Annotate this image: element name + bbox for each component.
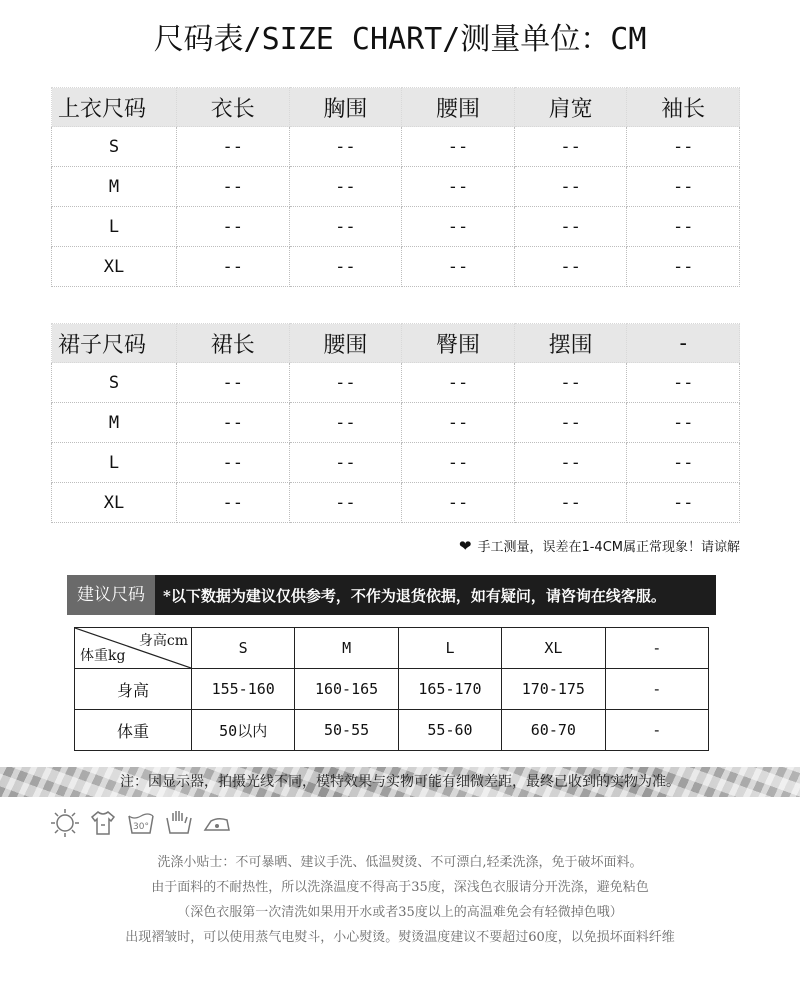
wash-30-icon	[126, 808, 156, 838]
value-cell: 50以内	[192, 710, 295, 751]
value-cell: --	[514, 207, 627, 247]
value-cell: --	[289, 483, 402, 523]
value-cell: --	[177, 207, 290, 247]
value-cell: --	[177, 247, 290, 287]
size-cell: L	[52, 443, 177, 483]
value-cell: --	[402, 167, 515, 207]
corner-cell	[75, 628, 192, 669]
header-cell: 臀围	[402, 324, 515, 363]
header-cell: 摆围	[514, 324, 627, 363]
skirt-size-table	[51, 323, 740, 523]
value-cell: --	[514, 363, 627, 403]
table-header-row	[52, 88, 740, 127]
value-cell: --	[402, 443, 515, 483]
care-icons	[50, 808, 232, 838]
value-cell: --	[627, 363, 740, 403]
value-cell: --	[514, 167, 627, 207]
value-cell: --	[289, 167, 402, 207]
value-cell: --	[514, 127, 627, 167]
value-cell: 55-60	[398, 710, 501, 751]
washing-tips	[0, 850, 800, 950]
table-header-row	[75, 628, 709, 669]
corner-weight-label: 体重kg	[80, 648, 126, 664]
header-cell: 裙子尺码	[52, 324, 177, 363]
row-label: 体重	[75, 710, 192, 751]
size-cell: XL	[52, 247, 177, 287]
value-cell: 165-170	[398, 669, 501, 710]
value-cell: --	[627, 403, 740, 443]
row-label: 身高	[75, 669, 192, 710]
size-header: L	[398, 628, 501, 669]
tip-line: 由于面料的不耐热性，所以洗涤温度不得高于35度，深浅色衣服请分开洗涤，避免粘色	[151, 880, 649, 895]
value-cell: --	[177, 127, 290, 167]
value-cell: --	[514, 483, 627, 523]
value-cell: --	[177, 363, 290, 403]
header-cell: 胸围	[289, 88, 402, 127]
tip-line: （深色衣服第一次清洗如果用开水或者35度以上的高温难免会有轻微掉色哦）	[177, 905, 623, 920]
size-cell: S	[52, 363, 177, 403]
table-row	[52, 443, 740, 483]
value-cell: 160-165	[295, 669, 398, 710]
value-cell: --	[289, 443, 402, 483]
value-cell: -	[605, 710, 708, 751]
header-cell: 上衣尺码	[52, 88, 177, 127]
disclaimer-band	[0, 767, 800, 797]
tip-line: 洗涤小贴士：不可暴晒、建议手洗、低温熨烫、不可漂白,轻柔洗涤，免于破坏面料。	[157, 855, 643, 870]
header-cell: 裙长	[177, 324, 290, 363]
value-cell: --	[627, 167, 740, 207]
advice-tag: 建议尺码	[67, 575, 155, 615]
size-cell: M	[52, 403, 177, 443]
value-cell: --	[514, 247, 627, 287]
size-cell: L	[52, 207, 177, 247]
value-cell: --	[289, 247, 402, 287]
value-cell: --	[177, 167, 290, 207]
tip-line: 出现褶皱时，可以使用蒸气电熨斗，小心熨烫。熨烫温度建议不要超过60度，以免损坏面料纤维	[125, 930, 675, 945]
value-cell: --	[289, 127, 402, 167]
iron-icon	[202, 808, 232, 838]
value-cell: --	[514, 443, 627, 483]
value-cell: --	[627, 207, 740, 247]
value-cell: --	[402, 127, 515, 167]
value-cell: --	[177, 483, 290, 523]
table-row	[52, 247, 740, 287]
size-cell: XL	[52, 483, 177, 523]
value-cell: --	[627, 483, 740, 523]
header-cell: -	[627, 324, 740, 363]
value-cell: --	[627, 127, 740, 167]
value-cell: --	[402, 207, 515, 247]
value-cell: --	[289, 403, 402, 443]
table-row	[75, 710, 709, 751]
size-cell: M	[52, 167, 177, 207]
table-row	[52, 127, 740, 167]
shirt-icon	[88, 808, 118, 838]
value-cell: 170-175	[502, 669, 605, 710]
header-cell: 衣长	[177, 88, 290, 127]
size-header: S	[192, 628, 295, 669]
table-row	[52, 483, 740, 523]
value-cell: --	[177, 403, 290, 443]
hand-wash-icon	[164, 808, 194, 838]
value-cell: 60-70	[502, 710, 605, 751]
table-row	[52, 363, 740, 403]
table-row	[75, 669, 709, 710]
value-cell: --	[177, 443, 290, 483]
value-cell: --	[627, 443, 740, 483]
value-cell: -	[605, 669, 708, 710]
value-cell: --	[289, 207, 402, 247]
header-cell: 腰围	[402, 88, 515, 127]
value-cell: --	[402, 363, 515, 403]
measurement-note-text: 手工测量，误差在1-4CM属正常现象！请谅解	[477, 540, 740, 555]
top-size-table	[51, 87, 740, 287]
table-row	[52, 207, 740, 247]
header-cell: 袖长	[627, 88, 740, 127]
advice-banner	[67, 575, 716, 615]
table-row	[52, 167, 740, 207]
table-row	[52, 403, 740, 443]
size-header: -	[605, 628, 708, 669]
wash-temperature-label: 30°	[133, 822, 149, 832]
measurement-note	[459, 536, 740, 555]
value-cell: 155-160	[192, 669, 295, 710]
value-cell: --	[402, 483, 515, 523]
corner-height-label: 身高cm	[138, 633, 188, 649]
value-cell: --	[402, 403, 515, 443]
table-header-row	[52, 324, 740, 363]
header-cell: 肩宽	[514, 88, 627, 127]
advice-text: *以下数据为建议仅供参考，不作为退货依据，如有疑问，请咨询在线客服。	[163, 586, 666, 605]
header-cell: 腰围	[289, 324, 402, 363]
sun-icon	[50, 808, 80, 838]
value-cell: --	[402, 247, 515, 287]
size-header: XL	[502, 628, 605, 669]
size-header: M	[295, 628, 398, 669]
page-title: 尺码表/SIZE CHART/测量单位：CM	[153, 22, 647, 57]
heart-icon: ❤	[458, 537, 472, 555]
value-cell: --	[627, 247, 740, 287]
value-cell: --	[514, 403, 627, 443]
recommend-size-table	[74, 627, 709, 751]
disclaimer-text: 注：因显示器，拍摄光线不同，模特效果与实物可能有细微差距，最终已收到的实物为准。	[120, 774, 680, 790]
value-cell: 50-55	[295, 710, 398, 751]
value-cell: --	[289, 363, 402, 403]
size-cell: S	[52, 127, 177, 167]
